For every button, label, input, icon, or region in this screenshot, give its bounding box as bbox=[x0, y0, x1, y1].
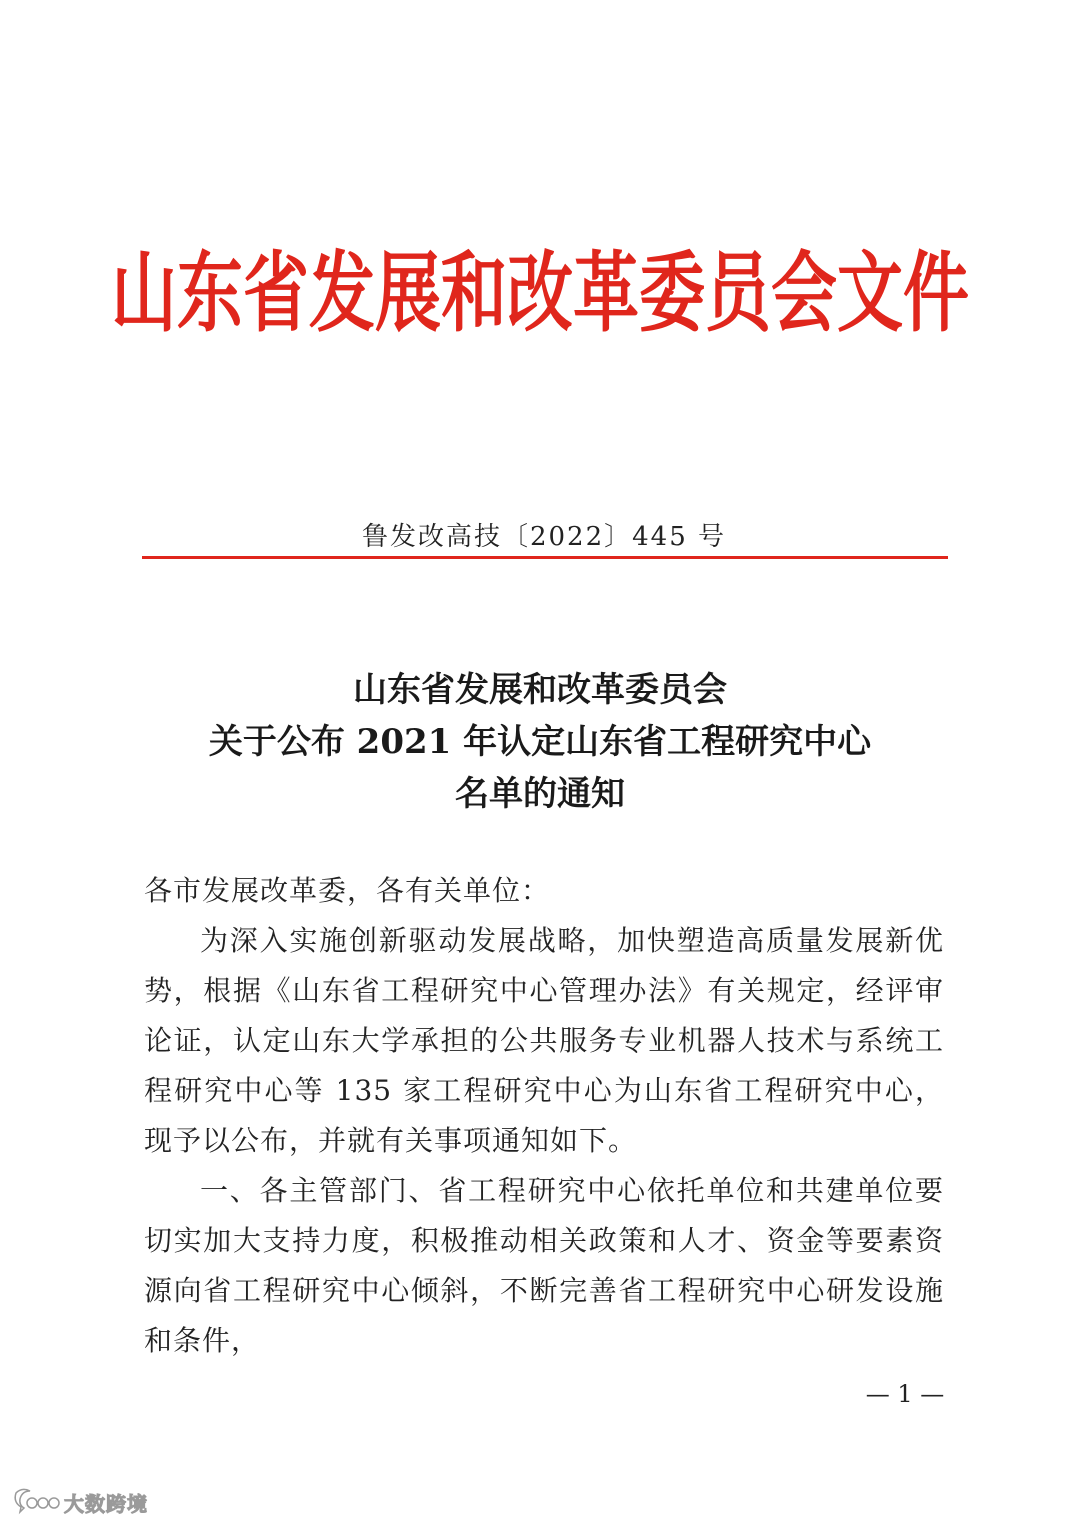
title-line-1: 山东省发展和改革委员会 bbox=[353, 670, 727, 710]
watermark-text: 大数跨境 bbox=[64, 1491, 148, 1516]
document-number: 鲁发改高技〔2022〕445 号 bbox=[361, 522, 727, 552]
paragraph-1: 为深入实施创新驱动发展战略，加快塑造高质量发展新优势，根据《山东省工程研究中心管理办法》有关规定，经评审论证，认定山东大学承担的公共服务专业机器人技术与系统工程研究中心等 135 家工程研究中心为山东省工程研究中心，现予以公布，并就有关事项通知如下。 bbox=[144, 924, 944, 1157]
title-line-3: 名单的通知 bbox=[455, 774, 625, 814]
title-line-2: 关于公布 2021 年认定山东省工程研究中心 bbox=[208, 722, 872, 762]
document-body bbox=[144, 866, 944, 1366]
bubble-logo-icon bbox=[10, 1485, 60, 1519]
watermark bbox=[10, 1484, 148, 1520]
masthead: 山东省发展和改革委员会文件 bbox=[111, 242, 969, 345]
salutation: 各市发展改革委，各有关单位： bbox=[144, 874, 551, 907]
red-divider bbox=[142, 556, 948, 559]
document-title bbox=[0, 664, 1080, 820]
page-number: — 1 — bbox=[865, 1380, 945, 1408]
paragraph-2: 一、各主管部门、省工程研究中心依托单位和共建单位要切实加大支持力度，积极推动相关政策和人才、资金等要素资源向省工程研究中心倾斜，不断完善省工程研究中心研发设施和条件， bbox=[144, 1174, 944, 1357]
